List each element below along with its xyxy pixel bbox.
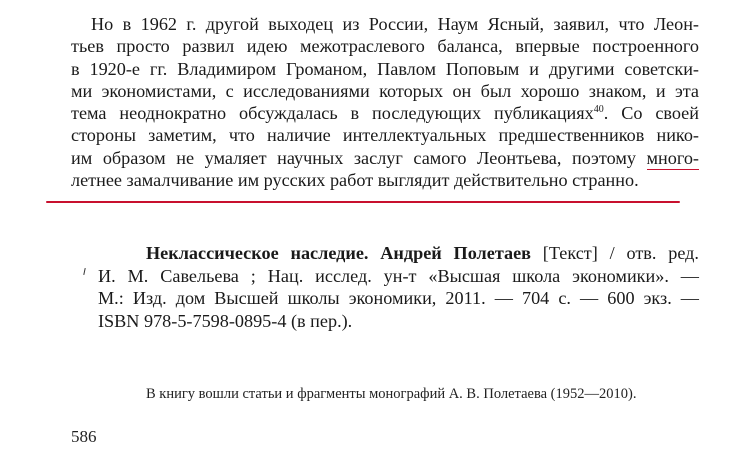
main-paragraph (71, 13, 699, 191)
paragraph-line-5 (71, 102, 699, 124)
biblio-line-1-rest: [Текст] / отв. ред. (530, 243, 699, 263)
paragraph-line-6: стороны заметим, что наличие интеллектуальных предшественников нико- (71, 125, 699, 146)
paragraph-line-1: Но в 1962 г. другой выходец из России, Наум Ясный, заявил, что Леон- (91, 14, 699, 34)
annotation-text: В книгу вошли статьи и фрагменты монографий А. В. Полетаева (1952—2010). (146, 386, 637, 402)
bibliographic-record (98, 242, 699, 332)
paragraph-line-7 (71, 147, 699, 169)
pencil-tick-mark (83, 268, 86, 275)
paragraph-line-3: в 1920-е гг. Владимиром Громаном, Павлом Поповым и другими советски- (71, 58, 699, 79)
paragraph-line-5-text: тема неоднократно обсуждалась в последующих публикациях (71, 103, 594, 124)
footnote-reference[interactable]: 40 (593, 104, 604, 116)
paragraph-line-4: ми экономистами, с исследованиями которых он был хорошо знаком, и эта (71, 80, 699, 101)
book-title: Неклассическое наследие. Андрей Полетаев (146, 243, 531, 263)
paragraph-line-8: летнее замалчивание им русских работ выглядит действительно странно. (71, 170, 639, 191)
paragraph-line-7-text: им образом не умаляет научных заслуг самого Леонтьева, поэтому (71, 147, 647, 168)
biblio-line-1 (98, 242, 699, 265)
page-number: 586 (71, 427, 97, 446)
biblio-line-2: И. М. Савельева ; Нац. исслед. ун-т «Высшая школа экономики». — (98, 265, 699, 286)
highlighted-word: много- (646, 147, 699, 168)
red-underline-mark (46, 201, 680, 203)
biblio-line-4: ISBN 978-5-7598-0895-4 (в пер.). (98, 310, 353, 331)
paragraph-line-5-tail: . Со своей (603, 103, 699, 124)
paragraph-line-2: тьев просто развил идею межотраслевого баланса, впервые построенного (71, 36, 699, 57)
biblio-line-3: М.: Изд. дом Высшей школы экономики, 2011. — 704 с. — 600 экз. — (98, 288, 699, 308)
